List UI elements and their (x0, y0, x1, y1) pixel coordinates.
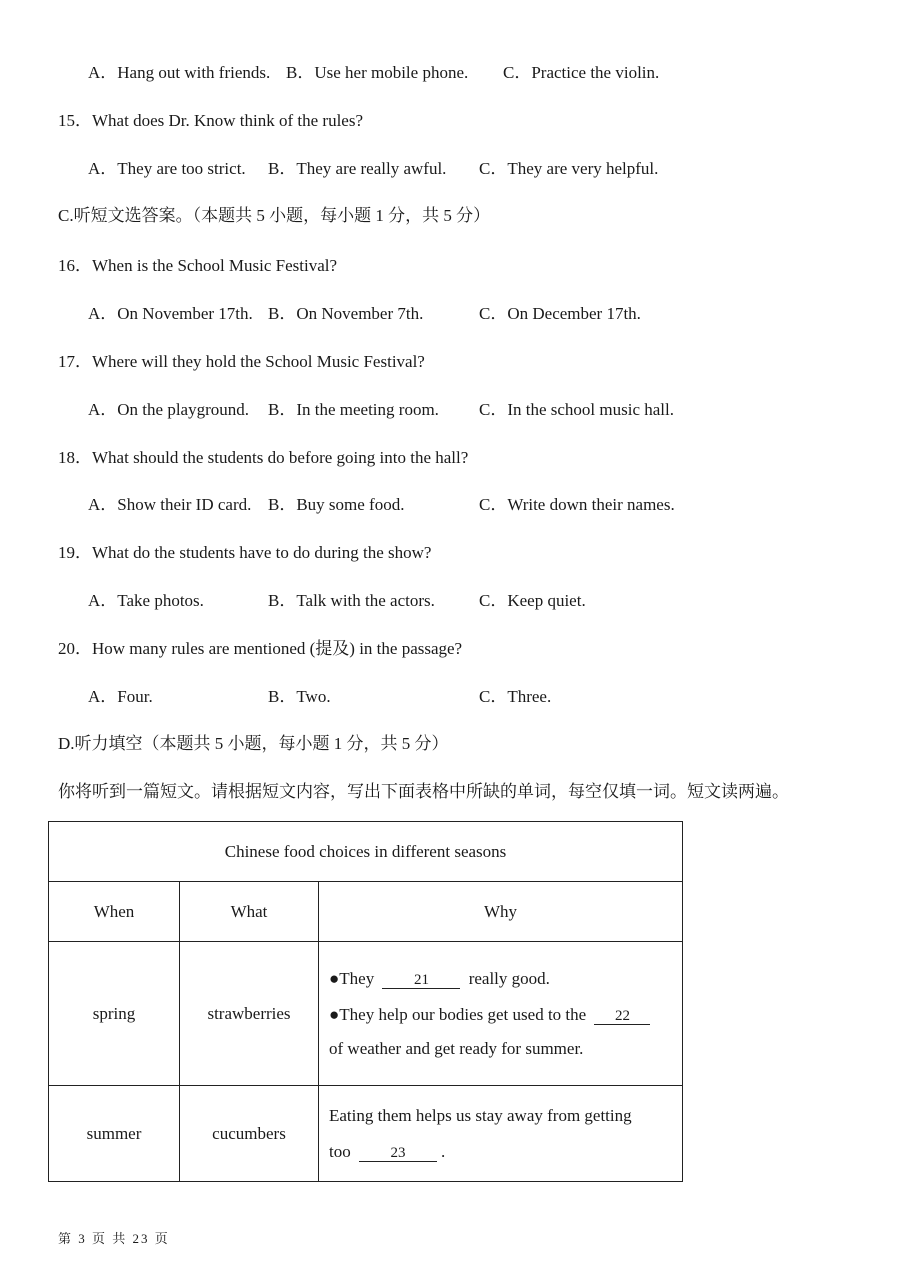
q15-question: 15．What does Dr. Know think of the rules? (58, 111, 363, 130)
q17-option-a: A．On the playground. (88, 400, 250, 419)
row-summer-when: summer (49, 1086, 180, 1182)
section-d-heading: D.听力填空（本题共 5 小题，每小题 1 分，共 5 分） (58, 734, 449, 753)
q17-option-b: B．In the meeting room. (268, 400, 439, 419)
q16-question: 16．When is the School Music Festival? (58, 256, 338, 275)
q15-option-a: A．They are too strict. (88, 159, 246, 178)
why-text: . (440, 1141, 446, 1161)
section-c-heading: C.听短文选答案。（本题共 5 小题，每小题 1 分，共 5 分） (58, 206, 491, 225)
q19-option-b: B．Talk with the actors. (268, 591, 435, 610)
table-title: Chinese food choices in different seasons (49, 822, 683, 882)
q16-option-c: C．On December 17th. (479, 304, 641, 323)
why-line-1: Eating them helps us stay away from getting (329, 1105, 632, 1125)
q20-option-a: A．Four. (88, 687, 153, 706)
why-line-1 (329, 968, 672, 990)
q17-option-c: C．In the school music hall. (479, 400, 675, 419)
q18-option-b: B．Buy some food. (268, 495, 405, 514)
blank-23[interactable]: 23 (359, 1145, 437, 1162)
table-row (49, 942, 683, 1086)
q19-option-a: A．Take photos. (88, 591, 204, 610)
q20-option-b: B．Two. (268, 687, 331, 706)
table-row (49, 1086, 683, 1182)
section-d-instruction: 你将听到一篇短文。请根据短文内容，写出下面表格中所缺的单词，每空仅填一词。短文读两遍。 (58, 782, 789, 801)
q16-option-a: A．On November 17th. (88, 304, 253, 323)
row-spring-what: strawberries (180, 942, 319, 1086)
why-text: really good. (468, 968, 550, 988)
row-summer-why (319, 1086, 683, 1182)
q20-option-c: C．Three. (479, 687, 552, 706)
header-what: What (180, 882, 319, 942)
header-why: Why (319, 882, 683, 942)
q20-question: 20．How many rules are mentioned (提及) in the passage? (58, 639, 463, 658)
why-line-3: of weather and get ready for summer. (329, 1038, 584, 1058)
q18-question: 18．What should the students do before going into the hall? (58, 448, 469, 467)
why-line-2 (329, 1004, 672, 1026)
q19-question: 19．What do the students have to do during the show? (58, 543, 432, 562)
row-spring-why (319, 942, 683, 1086)
q16-option-b: B．On November 7th. (268, 304, 424, 323)
page-footer: 第 3 页 共 23 页 (58, 1231, 170, 1246)
q14-option-b: B．Use her mobile phone. (286, 63, 469, 82)
row-spring-when: spring (49, 942, 180, 1086)
blank-21[interactable]: 21 (382, 972, 460, 989)
q18-option-a: A．Show their ID card. (88, 495, 252, 514)
food-choices-table (48, 821, 683, 1182)
why-text: ●They (329, 968, 375, 988)
q19-option-c: C．Keep quiet. (479, 591, 586, 610)
row-summer-what: cucumbers (180, 1086, 319, 1182)
why-text: too (329, 1141, 351, 1161)
blank-22[interactable]: 22 (594, 1008, 650, 1025)
header-when: When (49, 882, 180, 942)
why-text: ●They help our bodies get used to the (329, 1004, 587, 1024)
q18-option-c: C．Write down their names. (479, 495, 675, 514)
q14-option-a: A．Hang out with friends. (88, 63, 271, 82)
q15-option-c: C．They are very helpful. (479, 159, 659, 178)
q14-option-c: C．Practice the violin. (503, 63, 660, 82)
q17-question: 17．Where will they hold the School Music Festival? (58, 352, 425, 371)
why-line-2 (329, 1141, 672, 1163)
q15-option-b: B．They are really awful. (268, 159, 447, 178)
